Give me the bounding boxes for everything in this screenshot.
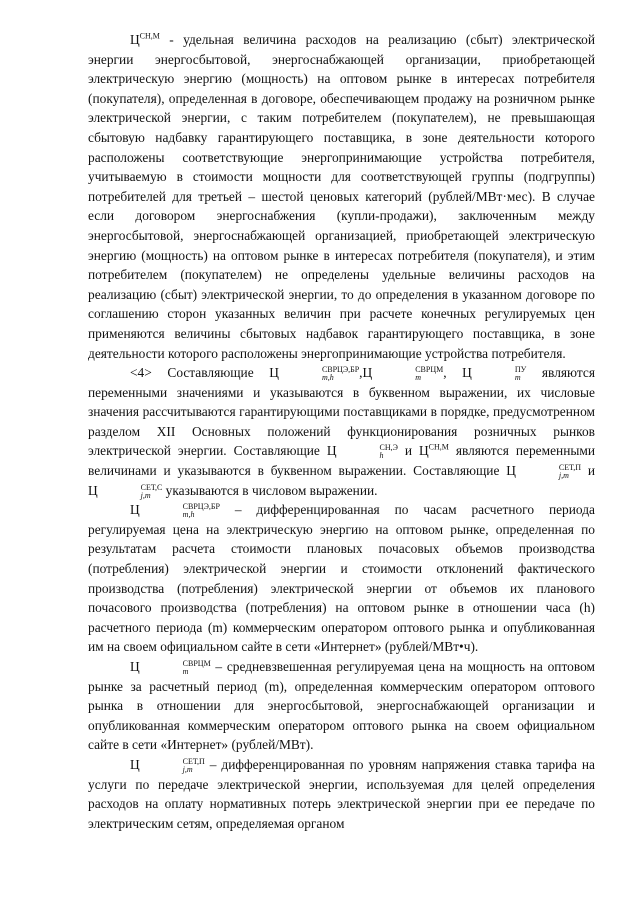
paragraph-text: – средневзвешенная регулируемая цена на мощность на оптовом рынке за расчетный период (m), определенная коммерческим оператором оптового рынка в отношении для энергосбытовой, энергоснабжающей организации и опубликованная коммерческим оператором оптового рынка на своем официальном сайте в сети «Интернет» (рублей/МВт). (88, 659, 595, 753)
symbol-c-set-p-def: Ц СЕТ,П j,m (130, 756, 205, 774)
symbol-c-pu: Ц ПУ m (462, 365, 527, 383)
symbol-c-set-s: Ц СЕТ,С j,m (88, 482, 163, 500)
symbol-c-svrcm-def: Ц СВРЦМ m (130, 658, 211, 676)
paragraph-text: – дифференцированная по уровням напряжения ставка тарифа на услуги по передаче электрической энергии, используемая для целей определения расходов на оплату нормативных потерь электрической энергии при ее передаче по электрическим сетям, определяемая органом (88, 756, 595, 831)
paragraph-network-tariff-definition (88, 755, 595, 833)
symbol-c-svrce-br-def: Ц СВРЦЭ,БР m,h (130, 502, 220, 520)
paragraph-text: – дифференцированная по часам расчетного периода регулируемая цена на электрическую энергию на оптовом рынке, определенная по результатам расчета стоимости плановых почасовых объемов производства (потребления) электрической энергии и стоимости отклонений фактического производства (потребления) электрической энергии от объемов их планового почасового производства (потребления) на оптовом рынке в отношении часа (h) расчетного периода (m) коммерческим оператором оптового рынка и опубликованная им на своем официальном сайте в сети «Интернет» (рублей/МВт•ч). (88, 502, 595, 655)
paragraph-text: - удельная величина расходов на реализацию (сбыт) электрической энергии энергосбытовой, энергоснабжающей организации, приобретающей электрическую энергию (мощность) на оптовом рынке в интересах потребителя (покупателя), определенная в договоре, обеспечивающем продажу на розничном рынке электрической энергии, с таким потребителем (покупателем), не превышающая сбытовую надбавку гарантирующего поставщика, в зоне деятельности которого расположены соответствующие энергопринимающие устройства потребителя, учитываемую в стоимости мощности для соответствующей группы (подгруппы) потребителей для третьей – шестой ценовых категорий (рублей/МВт·мес). В случае если договором энергоснабжения (купли-продажи), заключенным между энергосбытовой, энергоснабжающей организацией, приобретающей электрическую энергию (мощность) на оптовом рынке в интересах потребителя (покупателя), и этим потребителем (покупателем) не определены удельные величины расходов на реализацию (сбыт) электрической энергии, то до определения в указанном договоре по соглашению сторон указанных величин при расчете конечных регулируемых цен применяются величины сбытовых надбавок гарантирующего поставщика, в зоне деятельности которого расположены энергопринимающие устройства потребителя. (88, 32, 595, 361)
paragraph-capacity-price-definition (88, 657, 595, 755)
symbol-c-svrce-br: Ц СВРЦЭ,БР m,h (269, 365, 360, 383)
symbol-c-sn-e: Ц СН,Э h (326, 443, 398, 461)
symbol-c-svrcm: Ц СВРЦМ m (362, 365, 444, 383)
symbol-c-sn-m: $Ц^{СН,М}$ (130, 31, 160, 47)
paragraph-retail-cost-definition (88, 30, 595, 363)
paragraph-note-4: <4> Составляющие Ц СВРЦЭ,БР m,h ,Ц СВРЦМ m , Ц ПУ m являются переменными значениями и указываются в буквенном выражении, их числовые значения рассчитываются гарантирующими поставщиками в порядке, предусмотренном разделом XII Основных положений функционирования розничных рынков электрической энергии. Составляющие Ц СН,Э h и $Ц^{СН,М}$ являются переменными величинами и указываются в буквенном выражении. Составляющие Ц СЕТ,П j,m и Ц СЕТ,С j,m указываются в числовом выражении. (88, 365, 596, 500)
paragraph-energy-price-definition (88, 500, 595, 657)
symbol-c-set-p: Ц СЕТ,П j,m (506, 462, 582, 480)
symbol-c-sn-m-2: $Ц^{СН,М}$ (418, 443, 449, 459)
